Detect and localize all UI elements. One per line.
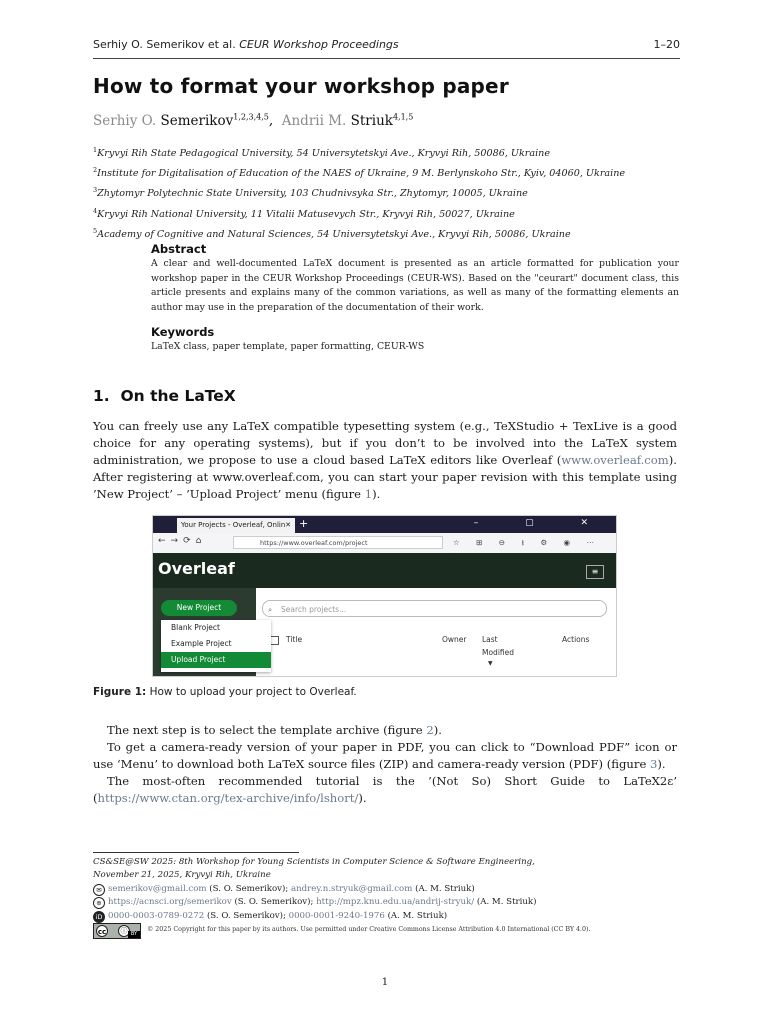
running-head-venue: CEUR Workshop Proceedings [239,38,399,51]
affiliation-list [93,142,625,243]
body-paragraphs [93,722,677,807]
section-heading: 1. On the LaTeX [93,387,236,405]
column-actions: Actions [562,635,590,644]
running-head-rule [93,58,680,59]
email-link[interactable]: semerikov@gmail.com [108,883,207,894]
running-head-pages: 1–20 [653,38,680,51]
column-modified: Modified [482,648,515,657]
abstract-text: A clear and well-documented LaTeX document is presented as an article formatted for publication your workshop paper in the CEUR Workshop Proceedings (CEUR-WS). Based on the "ceurart" document class, this article presents and explains many of the common variations, as well as many of the formatting elements an author may use in the preparation of the documentation of their work. [151,258,679,313]
abstract-block [151,242,679,352]
figure-ref-link[interactable]: 3 [650,757,658,771]
running-head [93,38,680,54]
overleaf-main [256,588,616,676]
orcid-link[interactable]: 0000-0001-9240-1976 [288,910,385,921]
abstract-heading: Abstract [151,242,207,256]
author: Serhiy O. Semerikov$^{1,2,3,4,5}$ [93,112,269,129]
dropdown-item-selected: Upload Project [161,652,271,668]
venue-note: CS&SE@SW 2025: 8th Workshop for Young Scientists in Computer Science & Software Engineering, [93,857,535,867]
url-field: https://www.overleaf.com/project [233,536,443,549]
email-link[interactable]: andrey.n.stryuk@gmail.com [290,883,413,894]
author-list: Serhiy O. Semerikov$^{1,2,3,4,5}$, Andrii M. Striuk$^{4,1,5}$ [93,112,414,129]
web-link[interactable]: https://acnsci.org/semerikov [108,897,232,908]
affiliation: $^1$Kryvyi Rih State Pedagogical University, 54 Universytetskyi Ave., Kryvyi Rih, 50086, Ukraine [93,146,551,160]
column-last: Last [482,635,498,644]
copyright-text: © 2025 Copyright for this paper by its authors. Use permitted under Creative Commons License Attribution 4.0 International (CC BY 4.0). [147,926,591,933]
globe-icon: ⊕ [93,897,105,909]
browser-tab: Your Projects - Overleaf, Onlin ✕ [177,518,295,533]
figure-caption: Figure 1: How to upload your project to Overleaf. [93,686,357,698]
paragraph: The next step is to select the template archive (figure 2). [107,723,442,737]
orcid-link[interactable]: 0000-0003-0789-0272 [108,910,205,921]
keywords-text: LaTeX class, paper template, paper formatting, CEUR-WS [151,341,425,353]
nav-arrows-icon: ←→⟳⌂ [158,536,207,546]
search-icon: ⌕ [268,605,273,614]
figure-ref-link[interactable]: 2 [426,723,434,737]
new-project-dropdown [161,620,271,672]
overleaf-link[interactable]: www.overleaf.com [561,453,669,467]
window-controls-icon: – ▢ ✕ [473,518,610,528]
email-line: ✉ semerikov@gmail.com (S. O. Semerikov); andrey.n.stryuk@gmail.com (A. M. Striuk) [93,883,693,896]
cc-by-badge-icon: cc ⓘ BY [93,923,141,939]
search-projects-field: ⌕ Search projects... [262,600,607,617]
close-icon: ✕ [285,521,291,529]
browser-urlbar [153,533,616,554]
figure-overleaf-screenshot [152,515,617,677]
sort-arrow-icon: ▼ [488,660,493,667]
paragraph: To get a camera-ready version of your paper in PDF, you can click to “Download PDF” icon or use ‘Menu’ to download both LaTeX source files (ZIP) and camera-ready version (PDF) (figure 3). [93,740,677,771]
affiliation: $^4$Kryvyi Rih National University, 11 Vitalii Matusevych Str., Kryvyi Rih, 50027, Ukraine [93,206,515,220]
running-head-left: Serhiy O. Semerikov et al. CEUR Workshop Proceedings [93,38,399,51]
column-title: Title [286,635,303,644]
page-number: 1 [381,976,389,988]
email-icon: ✉ [93,884,105,896]
venue-note: November 21, 2025, Kryvyi Rih, Ukraine [93,870,271,881]
affiliation: $^5$Academy of Cognitive and Natural Sciences, 54 Universytetskyi Ave., Kryvyi Rih, 50086, Ukraine [93,226,571,240]
plus-icon: + [299,517,309,530]
column-owner: Owner [442,635,467,644]
keywords-heading: Keywords [151,325,215,340]
paper-title: How to format your workshop paper [93,74,509,98]
affiliation: $^2$Institute for Digitalisation of Education of the NAES of Ukraine, 9 M. Berlynskoho Str., Kyiv, 04060, Ukraine [93,166,626,180]
select-all-checkbox [270,636,279,645]
orcid-line: iD 0000-0003-0789-0272 (S. O. Semerikov); 0000-0001-9240-1976 (A. M. Striuk) [93,910,693,923]
browser-tabbar [153,516,616,533]
overleaf-header [153,553,616,588]
new-project-button: New Project [161,600,237,616]
web-line: ⊕ https://acnsci.org/semerikov (S. O. Semerikov); http://mpz.knu.edu.ua/andrij-stryuk/ (A. M. Striuk) [93,896,693,909]
footnote-rule [93,852,299,853]
hamburger-icon: ≡ [586,565,604,579]
dropdown-item: Blank Project [171,623,220,632]
toolbar-icons: ☆ ⊞ ⊖ ⭳ ⚙ ◉ ⋯ [453,538,601,547]
section-paragraph: You can freely use any LaTeX compatible typesetting system (e.g., TeXStudio + TexLive is a good choice for any operating systems), but if you don’t to be involved into the LaTeX system administration, we propose to use a cloud based LaTeX editors like Overleaf (www.overleaf.com). After registering at www.overleaf.com, you can start your paper revision with this template using ’New Project’ – ’Upload Project’ menu (figure 1). [93,419,677,501]
paragraph: The most-often recommended tutorial is the ’(Not So) Short Guide to LaTeX2ε’ (https://www.ctan.org/tex-archive/info/lshort/). [93,774,677,805]
overleaf-logo: Overleaf [158,559,235,578]
orcid-icon: iD [93,911,105,923]
footnotes [93,856,693,923]
web-link[interactable]: http://mpz.knu.edu.ua/andrij-stryuk/ [316,897,475,908]
lshort-link[interactable]: https://www.ctan.org/tex-archive/info/lshort/ [97,791,359,805]
author: Andrii M. Striuk$^{4,1,5}$ [281,112,414,129]
figure-ref-link[interactable]: 1 [364,487,373,501]
affiliation: $^3$Zhytomyr Polytechnic State University, 103 Chudnivsyka Str., Zhytomyr, 10005, Ukraine [93,186,528,200]
dropdown-item: Example Project [171,639,232,648]
